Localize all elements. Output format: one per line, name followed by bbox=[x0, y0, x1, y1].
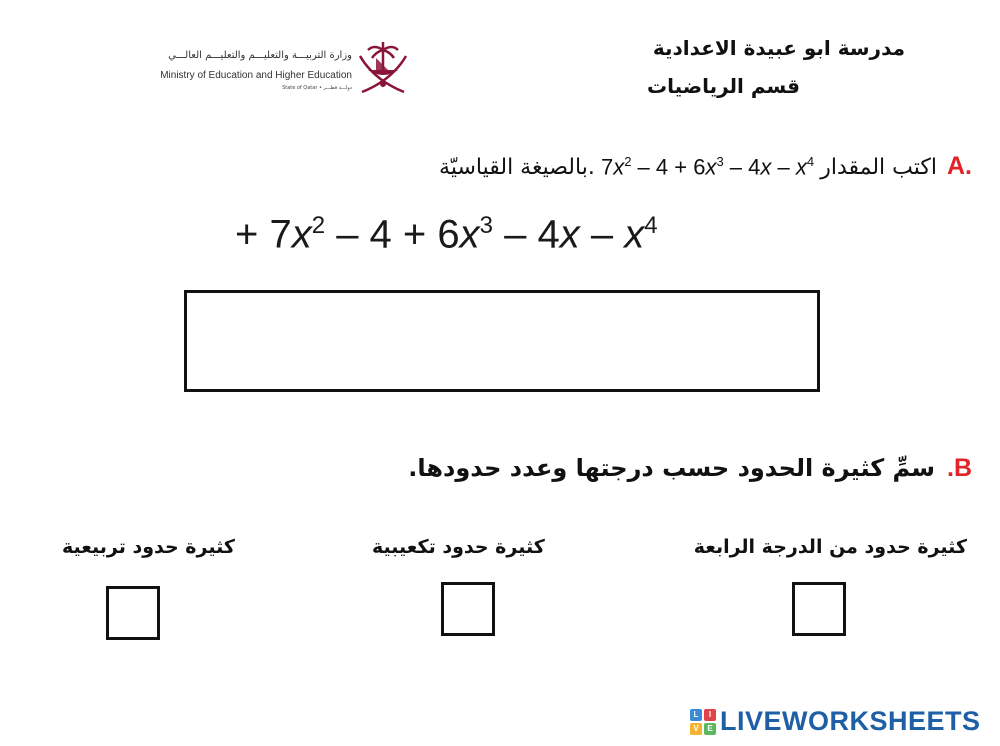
question-b-text: سمِّ كثيرة الحدود حسب درجتها وعدد حدودها. bbox=[408, 454, 935, 482]
ministry-name-arabic: وزارة التربيـــة والتعليـــم والتعليـــم العالـــي bbox=[168, 50, 352, 61]
brand-icon-tile: V bbox=[690, 723, 702, 735]
question-b-letter: B. bbox=[946, 454, 972, 482]
brand-name: LIVEWORKSHEETS bbox=[720, 706, 981, 736]
question-a-prompt bbox=[439, 152, 972, 181]
liveworksheets-logo-icon bbox=[690, 709, 716, 735]
brand-icon-tile: L bbox=[690, 709, 702, 721]
option-quartic-checkbox[interactable] bbox=[792, 582, 846, 636]
state-of-qatar-label: State of Qatar • دولـــة قطـــر bbox=[282, 85, 352, 91]
department-name: قسم الرياضيات bbox=[646, 74, 800, 98]
brand-icon-tile: E bbox=[704, 723, 716, 735]
question-b-prompt bbox=[408, 454, 972, 483]
option-quadratic-label: كثيرة حدود تربيعية bbox=[62, 536, 235, 558]
ministry-name-english: Ministry of Education and Higher Education bbox=[160, 70, 352, 81]
answer-input-box[interactable] bbox=[184, 290, 820, 392]
ministry-logo bbox=[136, 40, 416, 100]
option-quadratic-checkbox[interactable] bbox=[106, 586, 160, 640]
liveworksheets-brand bbox=[690, 706, 981, 737]
option-cubic-label: كثيرة حدود تكعيبية bbox=[372, 536, 545, 558]
question-a-inline-expression: $7x^2 - 4 + 6x^3 - 4x - x^4$ bbox=[594, 153, 815, 179]
option-quartic-label: كثيرة حدود من الدرجة الرابعة bbox=[693, 536, 967, 558]
question-a-letter: A. bbox=[947, 152, 972, 180]
option-cubic-checkbox[interactable] bbox=[441, 582, 495, 636]
brand-icon-tile: I bbox=[704, 709, 716, 721]
question-a-text-before: اكتب المقدار bbox=[820, 155, 937, 180]
qatar-emblem-icon bbox=[354, 40, 412, 96]
question-a-expression: + $7x^2 - 4 + 6x^3 - 4x - x^4$ bbox=[235, 212, 658, 257]
school-name: مدرسة ابو عبيدة الاعدادية bbox=[652, 36, 905, 60]
question-a-text-after: بالصيغة القياسيّة. bbox=[439, 155, 595, 180]
